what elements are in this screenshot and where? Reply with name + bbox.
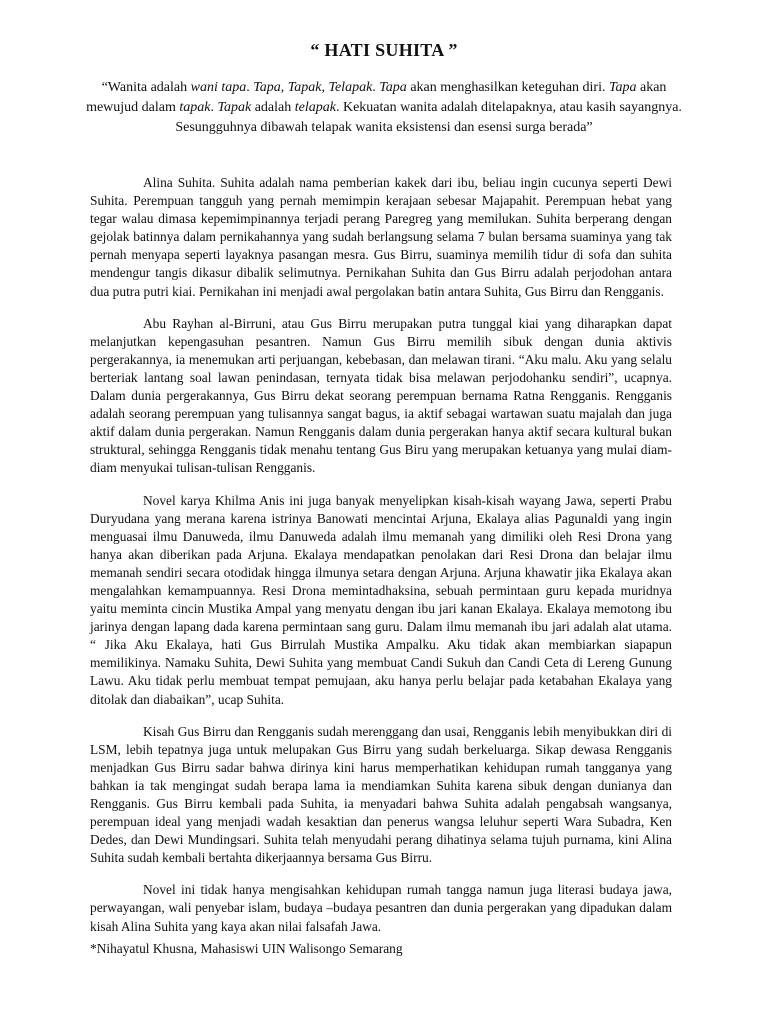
epigraph-text: . Kekuatan wanita adalah ditelapaknya, atau kasih sayangnya. Sesungguhnya dibawah telapak wanita eksistensi dan esensi surga berada” <box>175 100 682 135</box>
article-body <box>90 174 672 950</box>
epigraph-italic-term: wani tapa <box>190 80 247 95</box>
page-title: “ HATI SUHITA ” <box>310 40 458 60</box>
epigraph-italic-term: Tapak <box>217 100 252 115</box>
epigraph-quote <box>80 78 688 138</box>
epigraph-italic-term: Tapak <box>287 80 322 95</box>
paragraph-5: Novel ini tidak hanya mengisahkan kehidupan rumah tangga namun juga literasi budaya jawa, perwayangan, wali penyebar islam, budaya –budaya pesantren dan dunia pergerakan yang dipadukan dalam kisah Alina Suhita yang kaya akan nilai falsafah Jawa. <box>90 882 672 934</box>
epigraph-text: . <box>210 100 218 115</box>
epigraph-text: . <box>372 80 380 95</box>
epigraph-text: . <box>246 80 254 95</box>
epigraph-italic-term: telapak <box>294 100 336 115</box>
epigraph-italic-term: tapak <box>179 100 211 115</box>
epigraph-italic-term: Tapa <box>608 80 637 95</box>
epigraph-text: , <box>280 80 288 95</box>
paragraph-4: Kisah Gus Birru dan Rengganis sudah merenggang dan usai, Rengganis lebih menyibukkan diri di LSM, lebih tepatnya juga untuk melupakan Gus Birru yang sudah berkeluarga. Sikap dewasa Rengganis menjadkan Gus Birru sadar bahwa dirinya kini harus memperhatikan kehidupan rumah tangganya yang bahkan ia tak mengingat sudah berapa lama ia mendiamkan Suhita karena sibuk dengan dunianya dan Rengganis. Gus Birru kembali pada Suhita, ia menyadari bahwa Suhita adalah pengabsah wangsanya, perempuan ideal yang menjadi wadah kesaktian dan penerus wangsa leluhur seperti Wara Subadra, Ken Dedes, dan Dewi Mundingsari. Suhita telah menyudahi perang dihatinya selama tujuh purnama, kini Alina Suhita sudah kembali bertahta dikerjaannya bersama Gus Birru. <box>90 723 672 866</box>
epigraph-text: “Wanita adalah <box>101 80 191 95</box>
epigraph-text: adalah <box>251 100 295 115</box>
epigraph-text: , <box>321 80 329 95</box>
paragraph-2: Abu Rayhan al-Birruni, atau Gus Birru merupakan putra tunggal kiai yang diharapkan dapat melanjutkan kepengasuhan pesantren. Namun Gus Birru memilih sibuk dengan dunia aktivis pergerakannya, ia menemukan arti perjuangan, kebebasan, dan melawan tirani. “Aku malu. Aku yang selalu berteriak lantang soal lawan penindasan, ternyata tidak bisa melawan perjodohanku sendiri”, ucapnya. Dalam dunia pergerakannya, Gus Birru dekat seorang perempuan bernama Ratna Rengganis. Rengganis adalah seorang perempuan yang tulisannya sangat bagus, ia aktif sebagai wartawan suatu majalah dan juga aktif dalam dunia pergerakan. Namun Rengganis dalam dunia pergerakan hanya aktif secara kultural bukan struktural, sehingga Rengganis tidak menahu tentang Gus Biru yang merupakan ketuanya yang mulai diam-diam menyukai tulisan-tulisan Rengganis. <box>90 315 672 476</box>
paragraph-3: Novel karya Khilma Anis ini juga banyak menyelipkan kisah-kisah wayang Jawa, seperti Prabu Duryudana yang merana karena istrinya Banowati mencintai Arjuna, Ekalaya alias Pagunaldi yang ingin menguasai ilmu Danuweda, ilmu Danuweda adalah ilmu memanah yang dimiliki oleh Resi Drona yang hanya akan diberikan pada Arjuna. Ekalaya mendapatkan penolakan dari Resi Drona dan belajar ilmu memanah sendiri secara otodidak hingga ilmunya setara dengan Arjuna. Arjuna khawatir jika Ekalaya akan mengalahkan kemampuannya. Resi Drona memintadhaksina, sebuah permintaan guru kepada muridnya yaitu meminta cincin Mustika Ampal yang menyatu dengan ibu jari kanan Ekalaya. Ekalaya memotong ibu jarinya dengan lapang dada karena permintaan sang guru. Dalam ilmu memanah ibu jari adalah alat utama. “ Jika Aku Ekalaya, hati Gus Birrulah Mustika Ampalku. Aku tidak akan membiarkan siapapun memilikinya. Namaku Suhita, Dewi Suhita yang membuat Candi Sukuh dan Candi Ceta di Lereng Gunung Lawu. Aku tidak perlu membuat tempat pemujaan, aku hanya perlu belajar pada ketabahan Ekalaya yang ditolak dan diabaikan”, ucap Suhita. <box>90 492 672 707</box>
epigraph-italic-term: Tapa <box>253 80 281 95</box>
epigraph-text: akan mewujud dalam <box>86 80 667 115</box>
epigraph-italic-term: Tapa <box>379 80 407 95</box>
author-credit: *Nihayatul Khusna, Mahasiswi UIN Walisongo Semarang <box>90 941 403 956</box>
epigraph-italic-term: Telapak <box>328 80 373 95</box>
epigraph-text: akan menghasilkan keteguhan diri. <box>406 80 609 95</box>
paragraph-1: Alina Suhita. Suhita adalah nama pemberian kakek dari ibu, beliau ingin cucunya seperti Dewi Suhita. Perempuan tangguh yang pernah memimpin kerajaan sebesar Majapahit. Perempuan hebat yang tegar walau dimasa kepemimpinannya terjadi perang Paregreg yang memilukan. Suhita berperang dengan gejolak batinnya dalam pernikahannya yang sudah berlangsung selama 7 bulan bersama suaminya yang tak pernah menyapa seperti layaknya pasangan mesra. Gus Birru, suaminya memilih tidur di sofa dan suhita mendengur tangis dikasur dibalik selimutnya. Pernikahan Suhita dan Gus Birru adalah perjodohan antara dua putra putri kiai. Pernikahan ini menjadi awal pergolakan batin antara Suhita, Gus Birru dan Rengganis. <box>90 175 672 299</box>
